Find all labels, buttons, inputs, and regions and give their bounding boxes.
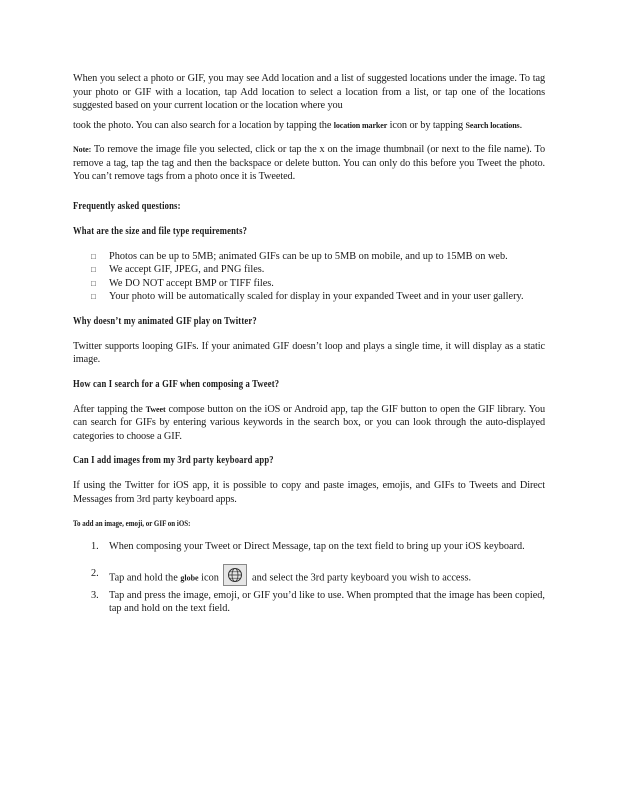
ios-steps-list bbox=[73, 540, 545, 616]
step-text-post: and select the 3rd party keyboard you wish to access. bbox=[249, 571, 472, 583]
list-item bbox=[91, 263, 545, 277]
step-text-mid: icon bbox=[198, 571, 222, 583]
faq-heading: Frequently asked questions: bbox=[73, 200, 181, 212]
step-number: 1. bbox=[91, 541, 99, 552]
search-locations-text: Search locations bbox=[465, 120, 520, 130]
bullet-mark: □ bbox=[91, 278, 96, 288]
q4-answer: If using the Twitter for iOS app, it is possible to copy and paste images, emojis, and GIFs to Tweets and Direct Messages from 3rd party keyboard apps. bbox=[73, 480, 545, 505]
list-item-text: Your photo will be automatically scaled for display in your expanded Tweet and in your user gallery. bbox=[109, 291, 524, 302]
q1-bullet-list bbox=[73, 250, 545, 304]
intro-p2-pre: took the photo. You can also search for a location by tapping the bbox=[73, 119, 334, 131]
step-text-pre: Tap and hold the bbox=[109, 571, 181, 583]
q2-heading: Why doesn’t my animated GIF play on Twitter? bbox=[73, 315, 257, 327]
list-item bbox=[91, 250, 545, 264]
list-item bbox=[91, 540, 545, 554]
tweet-button-text: Tweet bbox=[145, 404, 166, 414]
step-text: When composing your Tweet or Direct Message, tap on the text field to bring up your iOS keyboard. bbox=[109, 541, 525, 552]
globe-word: globe bbox=[180, 572, 199, 582]
intro-paragraph-2 bbox=[73, 119, 545, 133]
bullet-mark: □ bbox=[91, 265, 96, 274]
intro-p2-end: . bbox=[519, 119, 523, 131]
note-paragraph bbox=[73, 143, 545, 184]
location-marker-text: location marker bbox=[333, 120, 388, 130]
step-number: 3. bbox=[91, 589, 99, 601]
globe-icon bbox=[223, 564, 247, 586]
list-item-text: We accept GIF, JPEG, and PNG files. bbox=[109, 264, 265, 275]
q1-heading: What are the size and file type requirements? bbox=[73, 225, 248, 237]
list-item-text: We DO NOT accept BMP or TIFF files. bbox=[109, 277, 274, 289]
step-number: 2. bbox=[91, 567, 99, 579]
bullet-mark: □ bbox=[91, 251, 96, 261]
q3-answer-pre: After tapping the bbox=[73, 403, 146, 415]
intro-paragraph-1: When you select a photo or GIF, you may see Add location and a list of suggested locations under the image. To tag your photo or GIF with a location, tap Add location to select a location from a list, or tap one of the locations suggested based on your current location or the location where you bbox=[73, 73, 545, 111]
list-item bbox=[91, 567, 545, 589]
bullet-mark: □ bbox=[91, 292, 96, 301]
q2-answer: Twitter supports looping GIFs. If your animated GIF doesn’t loop and plays a single time, it will display as a static image. bbox=[73, 340, 545, 365]
note-text: To remove the image file you selected, click or tap the x on the image thumbnail (or next to the file name). To remove a tag, tap the tag and then the backspace or delete button. You can only do this before you Tweet the photo. You can’t remove tags from a photo once it is Tweeted. bbox=[73, 144, 545, 182]
q4-subheading: To add an image, emoji, or GIF on iOS: bbox=[73, 518, 191, 528]
q3-answer-post: compose button on the iOS or Android app, tap the GIF button to open the GIF library. You can search for GIFs by entering various keywords in the search box, or you can look through the auto-displayed categories to choose a GIF. bbox=[73, 403, 545, 442]
list-item-text: Photos can be up to 5MB; animated GIFs can be up to 5MB on mobile, and up to 15MB on web. bbox=[109, 250, 508, 262]
step-text: Tap and press the image, emoji, or GIF you’d like to use. When prompted that the image has been copied, tap and hold on the text field. bbox=[109, 589, 545, 614]
q3-heading: How can I search for a GIF when composing a Tweet? bbox=[73, 378, 280, 390]
q3-answer bbox=[73, 403, 545, 444]
list-item bbox=[91, 277, 545, 291]
note-label: Note: bbox=[73, 145, 92, 154]
q4-heading: Can I add images from my 3rd party keyboard app? bbox=[73, 455, 274, 466]
list-item bbox=[91, 589, 545, 616]
list-item bbox=[91, 290, 545, 304]
document-page bbox=[73, 72, 545, 616]
intro-p2-mid: icon or by tapping bbox=[387, 119, 466, 131]
